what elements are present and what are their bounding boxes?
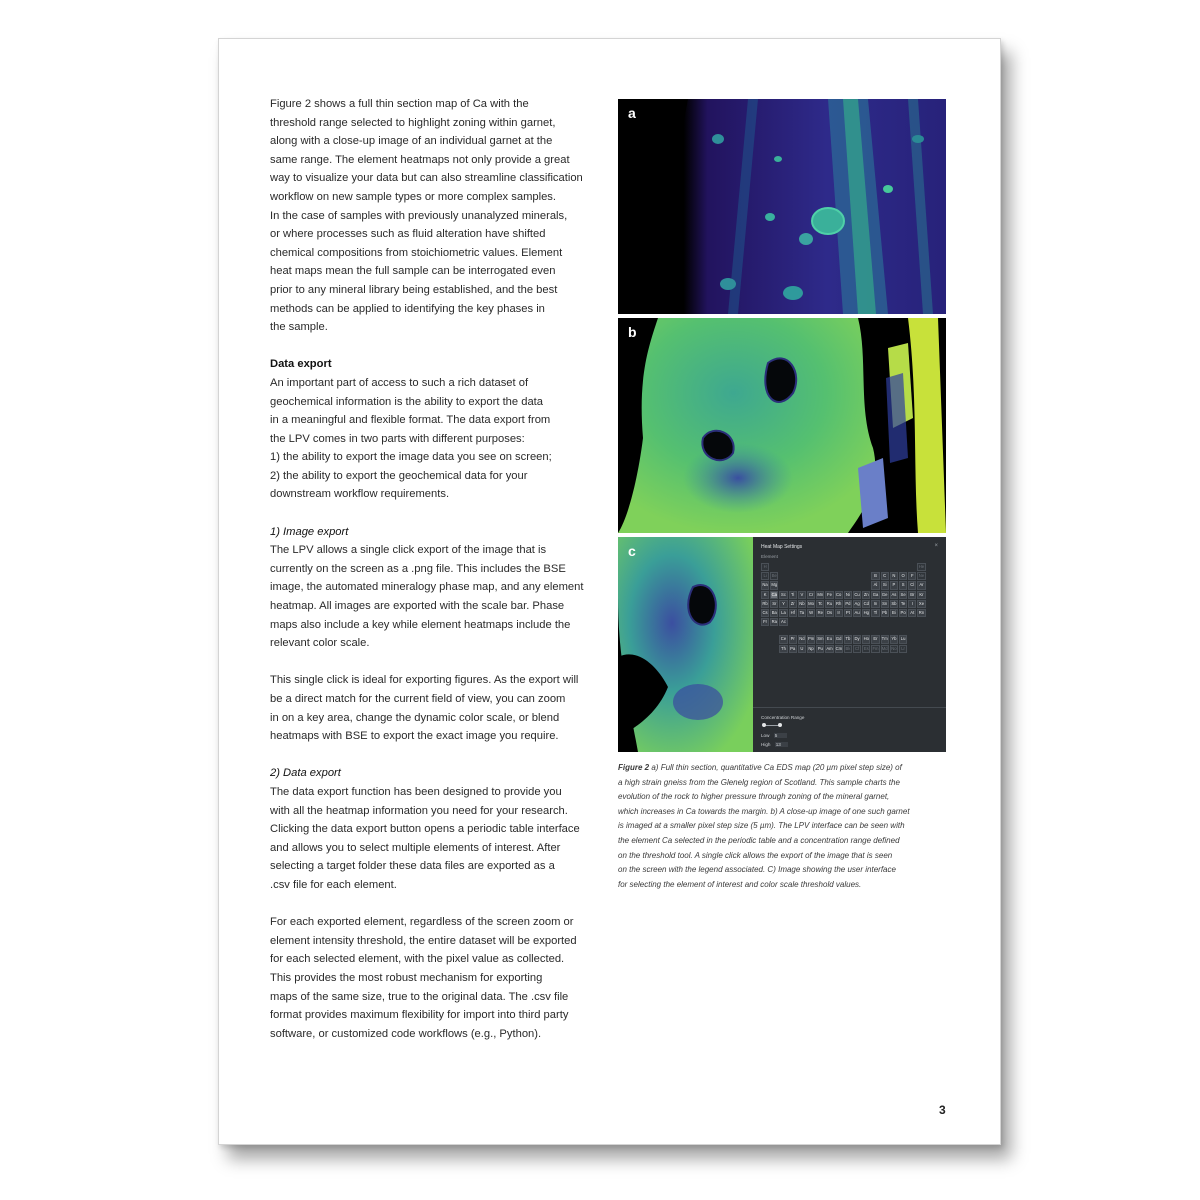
element-cell-kr[interactable]: Kr xyxy=(917,591,925,599)
paragraph-single-click: This single click is ideal for exporting figures. As the export will be a direct match for the current field of view, you can zoom in on a key area, change the dynamic color scale, or blend heatmaps with BSE to export the exact image you require. xyxy=(270,674,579,743)
element-cell-ru[interactable]: Ru xyxy=(825,600,833,608)
element-cell-np[interactable]: Np xyxy=(807,645,815,653)
element-cell-b[interactable]: B xyxy=(871,572,879,580)
range-slider-high-handle[interactable] xyxy=(778,723,782,727)
element-cell-zn[interactable]: Zn xyxy=(862,591,870,599)
element-cell-se[interactable]: Se xyxy=(899,591,907,599)
element-cell-pd[interactable]: Pd xyxy=(844,600,852,608)
high-value-input[interactable]: 13 xyxy=(775,742,788,747)
element-cell-in[interactable]: In xyxy=(871,600,879,608)
element-cell-rn[interactable]: Rn xyxy=(917,609,925,617)
element-cell-cr[interactable]: Cr xyxy=(807,591,815,599)
panel-title: Heat Map Settings xyxy=(761,544,803,550)
element-cell-y[interactable]: Y xyxy=(779,600,787,608)
element-cell-au[interactable]: Au xyxy=(853,609,861,617)
element-cell-te[interactable]: Te xyxy=(899,600,907,608)
element-cell-k[interactable]: K xyxy=(761,591,769,599)
paragraph-data-export-function: The data export function has been designed to provide you with all the heatmap information you need for your research. Clicking the data export button opens a periodic table interface and allows you to select multiple elements of interest. After selecting a target folder these data files are exported as a .csv file for each element. xyxy=(270,785,580,891)
element-cell-co[interactable]: Co xyxy=(835,591,843,599)
element-cell-os[interactable]: Os xyxy=(825,609,833,617)
element-cell-be[interactable]: Be xyxy=(770,572,778,580)
element-cell-pr[interactable]: Pr xyxy=(789,635,797,643)
element-cell-nb[interactable]: Nb xyxy=(798,600,806,608)
element-cell-gd[interactable]: Gd xyxy=(835,635,843,643)
element-cell-sn[interactable]: Sn xyxy=(881,600,889,608)
element-cell-xe[interactable]: Xe xyxy=(917,600,925,608)
element-cell-dy[interactable]: Dy xyxy=(853,635,861,643)
concentration-range-label: Concentration Range xyxy=(761,715,805,720)
element-cell-h[interactable]: H xyxy=(761,563,769,571)
element-cell-sr[interactable]: Sr xyxy=(770,600,778,608)
element-cell-ce[interactable]: Ce xyxy=(779,635,787,643)
figure-a-label: a xyxy=(628,105,636,121)
element-cell-na[interactable]: Na xyxy=(761,581,769,589)
element-cell-eu[interactable]: Eu xyxy=(825,635,833,643)
high-label: High xyxy=(761,742,771,747)
element-cell-he[interactable]: He xyxy=(917,563,925,571)
element-cell-f[interactable]: F xyxy=(908,572,916,580)
element-cell-cl[interactable]: Cl xyxy=(908,581,916,589)
element-cell-mn[interactable]: Mn xyxy=(816,591,824,599)
element-cell-n[interactable]: N xyxy=(890,572,898,580)
element-cell-yb[interactable]: Yb xyxy=(890,635,898,643)
element-cell-la[interactable]: La xyxy=(779,609,787,617)
element-cell-ni[interactable]: Ni xyxy=(844,591,852,599)
element-cell-cd[interactable]: Cd xyxy=(862,600,870,608)
caption-line: for selecting the element of interest and color scale threshold values. xyxy=(618,879,862,889)
element-cell-o[interactable]: O xyxy=(899,572,907,580)
element-cell-ir[interactable]: Ir xyxy=(835,609,843,617)
element-cell-at[interactable]: At xyxy=(908,609,916,617)
page-number: 3 xyxy=(939,1103,946,1117)
element-cell-ra[interactable]: Ra xyxy=(770,618,778,626)
element-cell-ti[interactable]: Ti xyxy=(789,591,797,599)
element-cell-mo[interactable]: Mo xyxy=(807,600,815,608)
element-cell-ac[interactable]: Ac xyxy=(779,618,787,626)
range-slider-low-handle[interactable] xyxy=(762,723,766,727)
element-cell-bk[interactable]: Bk xyxy=(844,645,852,653)
element-cell-u[interactable]: U xyxy=(798,645,806,653)
element-cell-si[interactable]: Si xyxy=(881,581,889,589)
figure-c-image xyxy=(618,537,753,752)
element-cell-mg[interactable]: Mg xyxy=(770,581,778,589)
element-cell-sc[interactable]: Sc xyxy=(779,591,787,599)
caption-line: which increases in Ca towards the margin. b) A close-up image of one such garnet xyxy=(618,806,910,816)
caption-line: on the threshold tool. A single click allows the export of the image that is seen xyxy=(618,850,893,860)
element-cell-sb[interactable]: Sb xyxy=(890,600,898,608)
figure-a-image xyxy=(618,99,946,314)
element-cell-cu[interactable]: Cu xyxy=(853,591,861,599)
element-cell-lr[interactable]: Lr xyxy=(899,645,907,653)
element-cell-ga[interactable]: Ga xyxy=(871,591,879,599)
caption-label: Figure 2 xyxy=(618,763,650,772)
element-cell-c[interactable]: C xyxy=(881,572,889,580)
element-cell-po[interactable]: Po xyxy=(899,609,907,617)
heading-image-export: 1) Image export xyxy=(270,525,349,538)
element-cell-nd[interactable]: Nd xyxy=(798,635,806,643)
caption-line: on the screen with the legend associated. C) Image showing the user interface xyxy=(618,865,896,875)
element-cell-md[interactable]: Md xyxy=(881,645,889,653)
body-text-column xyxy=(270,95,606,1043)
element-cell-rh[interactable]: Rh xyxy=(835,600,843,608)
element-cell-pu[interactable]: Pu xyxy=(816,645,824,653)
element-cell-am[interactable]: Am xyxy=(825,645,833,653)
element-cell-fr[interactable]: Fr xyxy=(761,618,769,626)
caption-line: a high strain gneiss from the Glenelg region of Scotland. This sample charts the xyxy=(618,777,900,787)
low-label: Low xyxy=(761,733,770,738)
element-cell-ca[interactable]: Ca xyxy=(770,591,778,599)
element-cell-fe[interactable]: Fe xyxy=(825,591,833,599)
element-cell-ar[interactable]: Ar xyxy=(917,581,925,589)
element-cell-ge[interactable]: Ge xyxy=(881,591,889,599)
element-cell-tm[interactable]: Tm xyxy=(881,635,889,643)
paragraph-exported-element: For each exported element, regardless of the screen zoom or element intensity threshold, the entire dataset will be exported for each selected element, with the pixel value as collected. This provides the most robust mechanism for exporting maps of the same size, true to the original data. The .csv file format provides maximum flexibility for import into third party software, or customized code workflows (e.g., Python). xyxy=(270,916,577,1040)
element-cell-tb[interactable]: Tb xyxy=(844,635,852,643)
close-icon[interactable]: × xyxy=(934,543,938,549)
element-cell-hf[interactable]: Hf xyxy=(789,609,797,617)
element-cell-ne[interactable]: Ne xyxy=(917,572,925,580)
document-page xyxy=(218,38,1001,1145)
element-cell-th[interactable]: Th xyxy=(779,645,787,653)
element-cell-pt[interactable]: Pt xyxy=(844,609,852,617)
element-cell-lu[interactable]: Lu xyxy=(899,635,907,643)
element-cell-ho[interactable]: Ho xyxy=(862,635,870,643)
element-cell-cs[interactable]: Cs xyxy=(761,609,769,617)
element-label: Element xyxy=(761,554,778,559)
element-cell-zr[interactable]: Zr xyxy=(789,600,797,608)
element-cell-bi[interactable]: Bi xyxy=(890,609,898,617)
caption-line: a) Full thin section, quantitative Ca EDS map (20 µm pixel step size) of xyxy=(651,763,902,772)
element-cell-re[interactable]: Re xyxy=(816,609,824,617)
element-cell-li[interactable]: Li xyxy=(761,572,769,580)
paragraph-data-export-intro: An important part of access to such a rich dataset of geochemical information is the ability to export the data in a meaningful and flexible format. The data export from the LPV comes in two parts with different purposes: 1) the ability to export the image data you see on screen; 2) the ability to export the geochemical data for your downstream workflow requirements. xyxy=(270,376,552,501)
element-cell-fm[interactable]: Fm xyxy=(871,645,879,653)
low-threshold-row xyxy=(761,733,787,738)
element-cell-s[interactable]: S xyxy=(899,581,907,589)
element-cell-br[interactable]: Br xyxy=(908,591,916,599)
heading-data-export-2: 2) Data export xyxy=(270,767,341,780)
element-cell-tl[interactable]: Tl xyxy=(871,609,879,617)
element-cell-ta[interactable]: Ta xyxy=(798,609,806,617)
element-cell-pm[interactable]: Pm xyxy=(807,635,815,643)
element-cell-al[interactable]: Al xyxy=(871,581,879,589)
heat-map-settings-panel xyxy=(753,537,946,752)
figure-caption xyxy=(618,761,946,892)
element-cell-no[interactable]: No xyxy=(890,645,898,653)
element-cell-i[interactable]: I xyxy=(908,600,916,608)
element-cell-hg[interactable]: Hg xyxy=(862,609,870,617)
figure-c-label: c xyxy=(628,543,636,559)
element-cell-es[interactable]: Es xyxy=(862,645,870,653)
heading-data-export: Data export xyxy=(270,358,332,371)
element-cell-ag[interactable]: Ag xyxy=(853,600,861,608)
caption-line: is imaged at a smaller pixel step size (5 µm). The LPV interface can be seen with xyxy=(618,821,905,831)
element-cell-tc[interactable]: Tc xyxy=(816,600,824,608)
paragraph-image-export: The LPV allows a single click export of the image that is currently on the screen as a .png file. This includes the BSE image, the automated mineralogy phase map, and any element heatmap. All images are exported with the scale bar. Phase maps also include a key while element heatmaps include the relevant color scale. xyxy=(270,544,584,650)
element-cell-cf[interactable]: Cf xyxy=(853,645,861,653)
element-cell-rb[interactable]: Rb xyxy=(761,600,769,608)
caption-line: evolution of the rock to higher pressure through zoning of the mineral garnet, xyxy=(618,792,890,802)
element-cell-pa[interactable]: Pa xyxy=(789,645,797,653)
figure-a-ca-map xyxy=(618,99,946,314)
element-cell-as[interactable]: As xyxy=(890,591,898,599)
element-cell-p[interactable]: P xyxy=(890,581,898,589)
element-cell-v[interactable]: V xyxy=(798,591,806,599)
element-cell-er[interactable]: Er xyxy=(871,635,879,643)
figure-b-image xyxy=(618,318,946,533)
element-cell-ba[interactable]: Ba xyxy=(770,609,778,617)
high-threshold-row xyxy=(761,742,788,747)
figure-b-garnet-closeup xyxy=(618,318,946,533)
figure-b-label: b xyxy=(628,324,637,340)
caption-line: the element Ca selected in the periodic table and a concentration range defined xyxy=(618,835,900,845)
paragraph-figure-description: Figure 2 shows a full thin section map of Ca with the threshold range selected to highlight zoning within garnet, along with a close-up image of an individual garnet at the same range. The element heatmaps not only provide a great way to visualize your data but can also streamline classification workflow on new sample types or more complex samples. In the case of samples with previously unanalyzed minerals, or where processes such as fluid alteration have shifted chemical compositions from stoichiometric values. Element heat maps mean the full sample can be interrogated even prior to any mineral library being established, and the best methods can be applied to identifying the key phases in the sample. xyxy=(270,98,583,334)
element-cell-pb[interactable]: Pb xyxy=(881,609,889,617)
figure-c-user-interface xyxy=(618,537,946,752)
element-cell-w[interactable]: W xyxy=(807,609,815,617)
low-value-input[interactable]: 5 xyxy=(774,733,787,738)
element-cell-sm[interactable]: Sm xyxy=(816,635,824,643)
element-cell-cm[interactable]: Cm xyxy=(835,645,843,653)
